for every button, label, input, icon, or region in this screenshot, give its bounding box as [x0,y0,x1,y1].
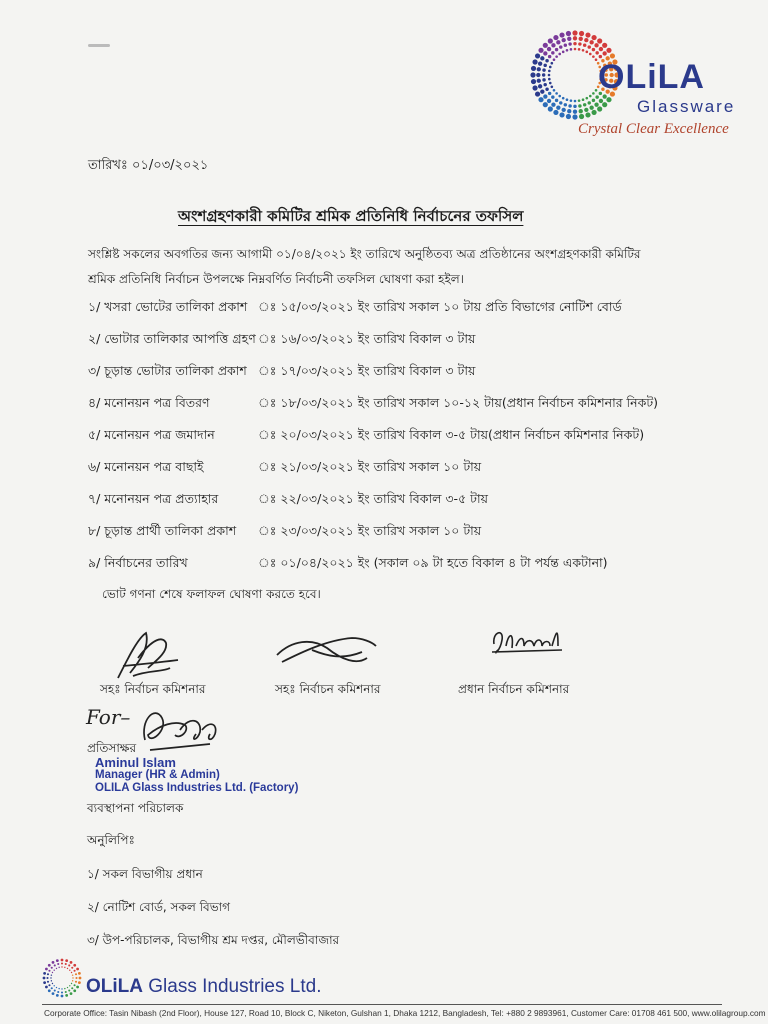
intro-line: শ্রমিক প্রতিনিধি নির্বাচন উপলক্ষে নিম্নবর্ণিত নির্বাচনী তফসিল ঘোষণা করা হইল। [88,272,464,286]
signature-label-assistant-1: সহঃ নির্বাচন কমিশনার [100,682,206,696]
schedule-value: ঃ ২১/০৩/২০২১ ইং তারিখ সকাল ১০ টায় [258,459,482,474]
schedule-label: ৩/ চূড়ান্ত ভোটার তালিকা প্রকাশ [88,363,247,378]
schedule-label: ৮/ চূড়ান্ত প্রার্থী তালিকা প্রকাশ [88,523,237,538]
schedule-value: ঃ ১৬/০৩/২০২১ ইং তারিখ বিকাল ৩ টায় [258,331,476,346]
schedule-value: ঃ ২২/০৩/২০২১ ইং তারিখ বিকাল ৩-৫ টায় [258,491,488,506]
signature-label-chief: প্রধান নির্বাচন কমিশনার [458,682,570,696]
signature-left [108,628,188,683]
date-line: তারিখঃ ০১/০৩/২০২১ [88,158,209,173]
footer-brand-bold: OLiLA [86,976,143,997]
copy-title: অনুলিপিঃ [87,833,135,847]
intro-line: সংশ্লিষ্ট সকলের অবগতির জন্য আগামী ০১/০৪/২০২১ ইং তারিখে অনুষ্ঠিতব্য অত্র প্রতিষ্ঠানের অংশগ্রহণকারী কমিটির [88,247,641,261]
schedule-label: ৪/ মনোনয়ন পত্র বিতরণ [88,395,210,410]
schedule-label: ২/ ভোটার তালিকার আপত্তি গ্রহণ [88,331,256,346]
footer-divider [42,1004,722,1005]
manager-stamp [95,756,298,795]
stamp-name: Aminul Islam [95,755,176,770]
footer-address: Corporate Office: Tasin Nibash (2nd Floor), House 127, Road 10, Block C, Niketon, Gulshan 1, Dhaka 1212, Bangladesh, Tel: +880 2 9893961, Customer Care: 01708 461 500, www.olilagroup.com [44,1008,766,1018]
schedule-label: ৭/ মনোনয়ন পত্র প্রত্যাহার [88,491,219,506]
schedule-value: ঃ ১৮/০৩/২০২১ ইং তারিখ সকাল ১০-১২ টায়(প্রধান নির্বাচন কমিশনার নিকট) [258,395,659,410]
footer-brand [86,976,321,998]
schedule-value: ঃ ২০/০৩/২০২১ ইং তারিখ বিকাল ৩-৫ টায়(প্রধান নির্বাচন কমিশনার নিকট) [258,427,645,442]
attested-label: প্রতিসাক্ষর [87,741,137,755]
signature-middle [272,630,382,675]
signature-manager [130,700,230,760]
stamp-designation: Manager (HR & Admin) [95,769,220,781]
schedule-value: ঃ ২৩/০৩/২০২১ ইং তারিখ সকাল ১০ টায় [258,523,482,538]
scan-mark [88,44,110,47]
footer-logo-icon [42,958,82,998]
for-annotation: For– [86,705,131,729]
counting-note: ভোট গণনা শেষে ফলাফল ঘোষণা করতে হবে। [102,587,321,601]
footer-brand-rest: Glass Industries Ltd. [143,976,322,997]
brand-tagline: Crystal Clear Excellence [578,121,729,137]
schedule-value: ঃ ১৫/০৩/২০২১ ইং তারিখ সকাল ১০ টায় প্রতি বিভাগের নোটিশ বোর্ড [258,299,622,314]
signature-right [488,622,568,662]
schedule-label: ১/ খসরা ভোটের তালিকা প্রকাশ [88,299,248,314]
brand-name: OLiLA [598,58,705,96]
schedule-value: ঃ ১৭/০৩/২০২১ ইং তারিখ বিকাল ৩ টায় [258,363,476,378]
schedule-label: ৬/ মনোনয়ন পত্র বাছাই [88,459,204,474]
signature-label-assistant-2: সহঃ নির্বাচন কমিশনার [275,682,381,696]
schedule-value: ঃ ০১/০৪/২০২১ ইং (সকাল ০৯ টা হতে বিকাল ৪ টা পর্যন্ত একটানা) [258,555,608,570]
document-title: অংশগ্রহণকারী কমিটির শ্রমিক প্রতিনিধি নির্বাচনের তফসিল [178,207,524,225]
copy-item: ৩/ উপ-পরিচালক, বিভাগীয় শ্রম দপ্তর, মৌলভীবাজার [87,933,340,947]
copy-item: ১/ সকল বিভাগীয় প্রধান [87,867,203,881]
schedule-label: ৫/ মনোনয়ন পত্র জমাদান [88,427,215,442]
intro-paragraph [88,242,688,292]
schedule-label: ৯/ নির্বাচনের তারিখ [88,555,188,570]
copy-item: ২/ নোটিশ বোর্ড, সকল বিভাগ [87,900,231,914]
brand-subtitle: Glassware [637,97,736,116]
managing-director-label: ব্যবস্থাপনা পরিচালক [87,801,184,815]
stamp-company: OLILA Glass Industries Ltd. (Factory) [95,782,299,794]
